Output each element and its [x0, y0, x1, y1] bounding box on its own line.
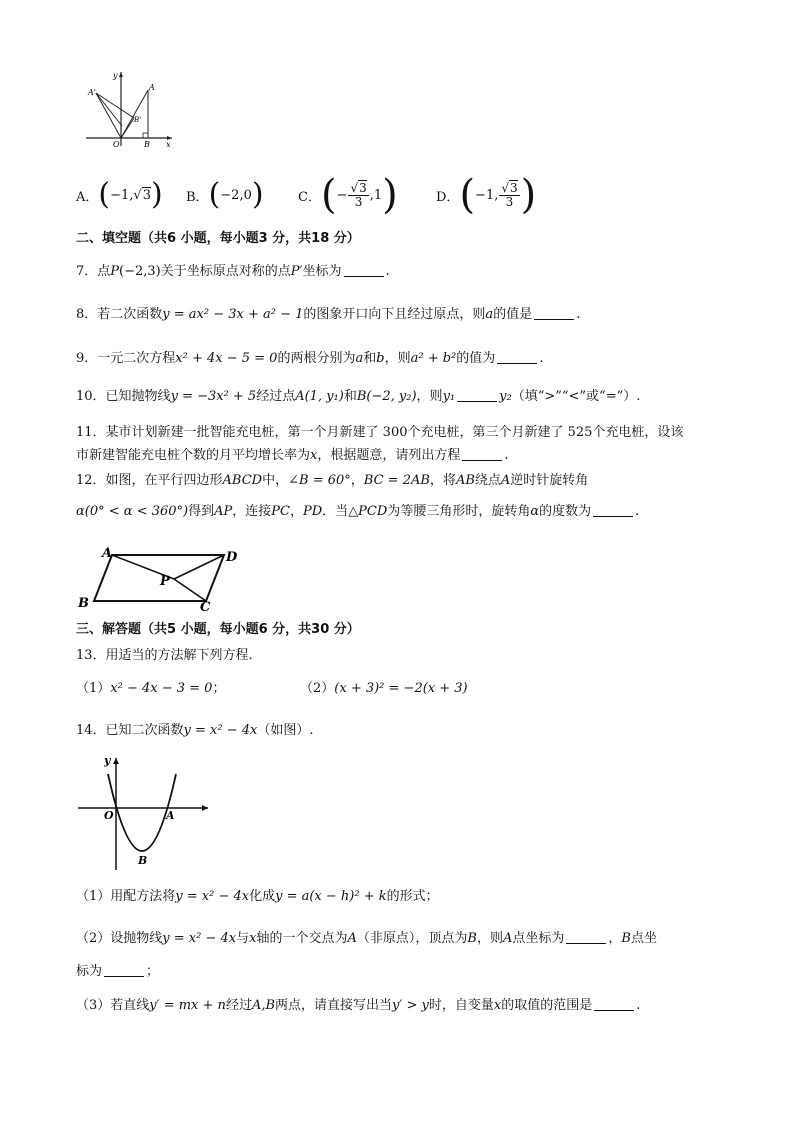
fig2-label-a: A — [102, 546, 113, 561]
question-14-part-2-line-1: （2）设抛物线y = x² − 4x与x轴的一个交点为A（非原点），顶点为B，则A点坐标为 ，B点坐 — [76, 931, 657, 946]
fig1-label-o: O — [113, 140, 120, 148]
fig2-label-p: P — [160, 574, 170, 589]
option-d: D． ( −1, $\frac{√3}{3}$ ) — [436, 172, 537, 218]
fig1-label-y: y — [113, 71, 118, 80]
answer-blank[interactable] — [534, 307, 574, 320]
question-11-line-1: 11．某市计划新建一批智能充电桩，第一个月新建了 300个充电桩，第三个月新建了 525个充电桩，设该 — [76, 425, 684, 440]
section-3-heading: 三、解答题（共5 小题，每小题6 分，共30 分） — [76, 622, 360, 637]
figure-rotation — [76, 68, 176, 148]
question-13-part-1: （1）x² − 4x − 3 = 0； — [76, 681, 226, 696]
question-14-part-2-line-2: 标为 ； — [76, 964, 160, 979]
question-8: 8．若二次函数y = ax² − 3x + a² − 1的图象开口向下且经过原点，则a的值是 . — [76, 307, 581, 322]
question-12-line-1: 12．如图，在平行四边形ABCD中，∠B = 60°，BC = 2AB，将AB绕点A逆时针旋转角 — [76, 473, 589, 488]
figure-parabola — [74, 752, 214, 872]
fig3-label-o: O — [104, 809, 114, 822]
question-11-line-2: 市新建智能充电桩个数的月平均增长率为x，根据题意，请列出方程 . — [76, 448, 509, 463]
question-14-part-3: （3）若直线y′ = mx + n经过A,B两点，请直接写出当y′ > y时，自变量x的取值的范围是 . — [76, 998, 641, 1013]
answer-blank[interactable] — [104, 964, 144, 977]
section-2-heading: 二、填空题（共6 小题，每小题3 分，共18 分） — [76, 231, 360, 246]
answer-blank[interactable] — [457, 389, 497, 402]
answer-blank[interactable] — [593, 504, 633, 517]
fig1-label-a: A — [149, 83, 155, 92]
option-a: A． ( −1, √ 3 ) — [76, 177, 163, 212]
question-13: 13．用适当的方法解下列方程． — [76, 648, 262, 663]
answer-blank[interactable] — [462, 448, 502, 461]
question-9: 9．一元二次方程x² + 4x − 5 = 0的两根分别为a和b，则a² + b²的值为 . — [76, 351, 544, 366]
question-13-part-2: （2）(x + 3)² = −2(x + 3) — [300, 681, 468, 696]
option-c: C． ( − $\frac{√3}{3}$ ,1 ) — [298, 172, 398, 218]
question-7: 7．点P(−2,3)关于坐标原点对称的点P′坐标为 . — [76, 264, 390, 279]
question-10: 10．已知抛物线y = −3x² + 5经过点A(1, y₁)和B(−2, y₂)，则y₁ y₂（填“>”“<”或“=”）. — [76, 389, 641, 404]
fig3-label-a: A — [166, 809, 175, 822]
answer-blank[interactable] — [497, 351, 537, 364]
fig2-label-d: D — [226, 550, 238, 565]
question-14: 14．已知二次函数y = x² − 4x（如图）. — [76, 723, 314, 738]
option-b: B． ( −2,0 ) — [186, 177, 264, 212]
answer-blank[interactable] — [566, 931, 606, 944]
answer-blank[interactable] — [344, 264, 384, 277]
figure-parallelogram — [74, 545, 244, 613]
answer-blank[interactable] — [594, 998, 634, 1011]
question-14-part-1: （1）用配方法将y = x² − 4x化成y = a(x − h)² + k的形式； — [76, 889, 439, 904]
fig1-label-b-prime: B' — [134, 116, 142, 124]
fig2-label-c: C — [200, 600, 211, 613]
fig2-label-b: B — [78, 596, 89, 611]
fig1-label-b: B — [144, 140, 150, 148]
fig1-label-a-prime: A' — [88, 88, 96, 97]
fig3-label-y: y — [104, 754, 111, 767]
question-12-line-2: α(0° < α < 360°)得到AP，连接PC，PD．当△PCD为等腰三角形时，旋转角α的度数为 . — [76, 504, 640, 519]
fig3-label-b: B — [138, 854, 148, 867]
fig1-label-x: x — [166, 140, 171, 148]
